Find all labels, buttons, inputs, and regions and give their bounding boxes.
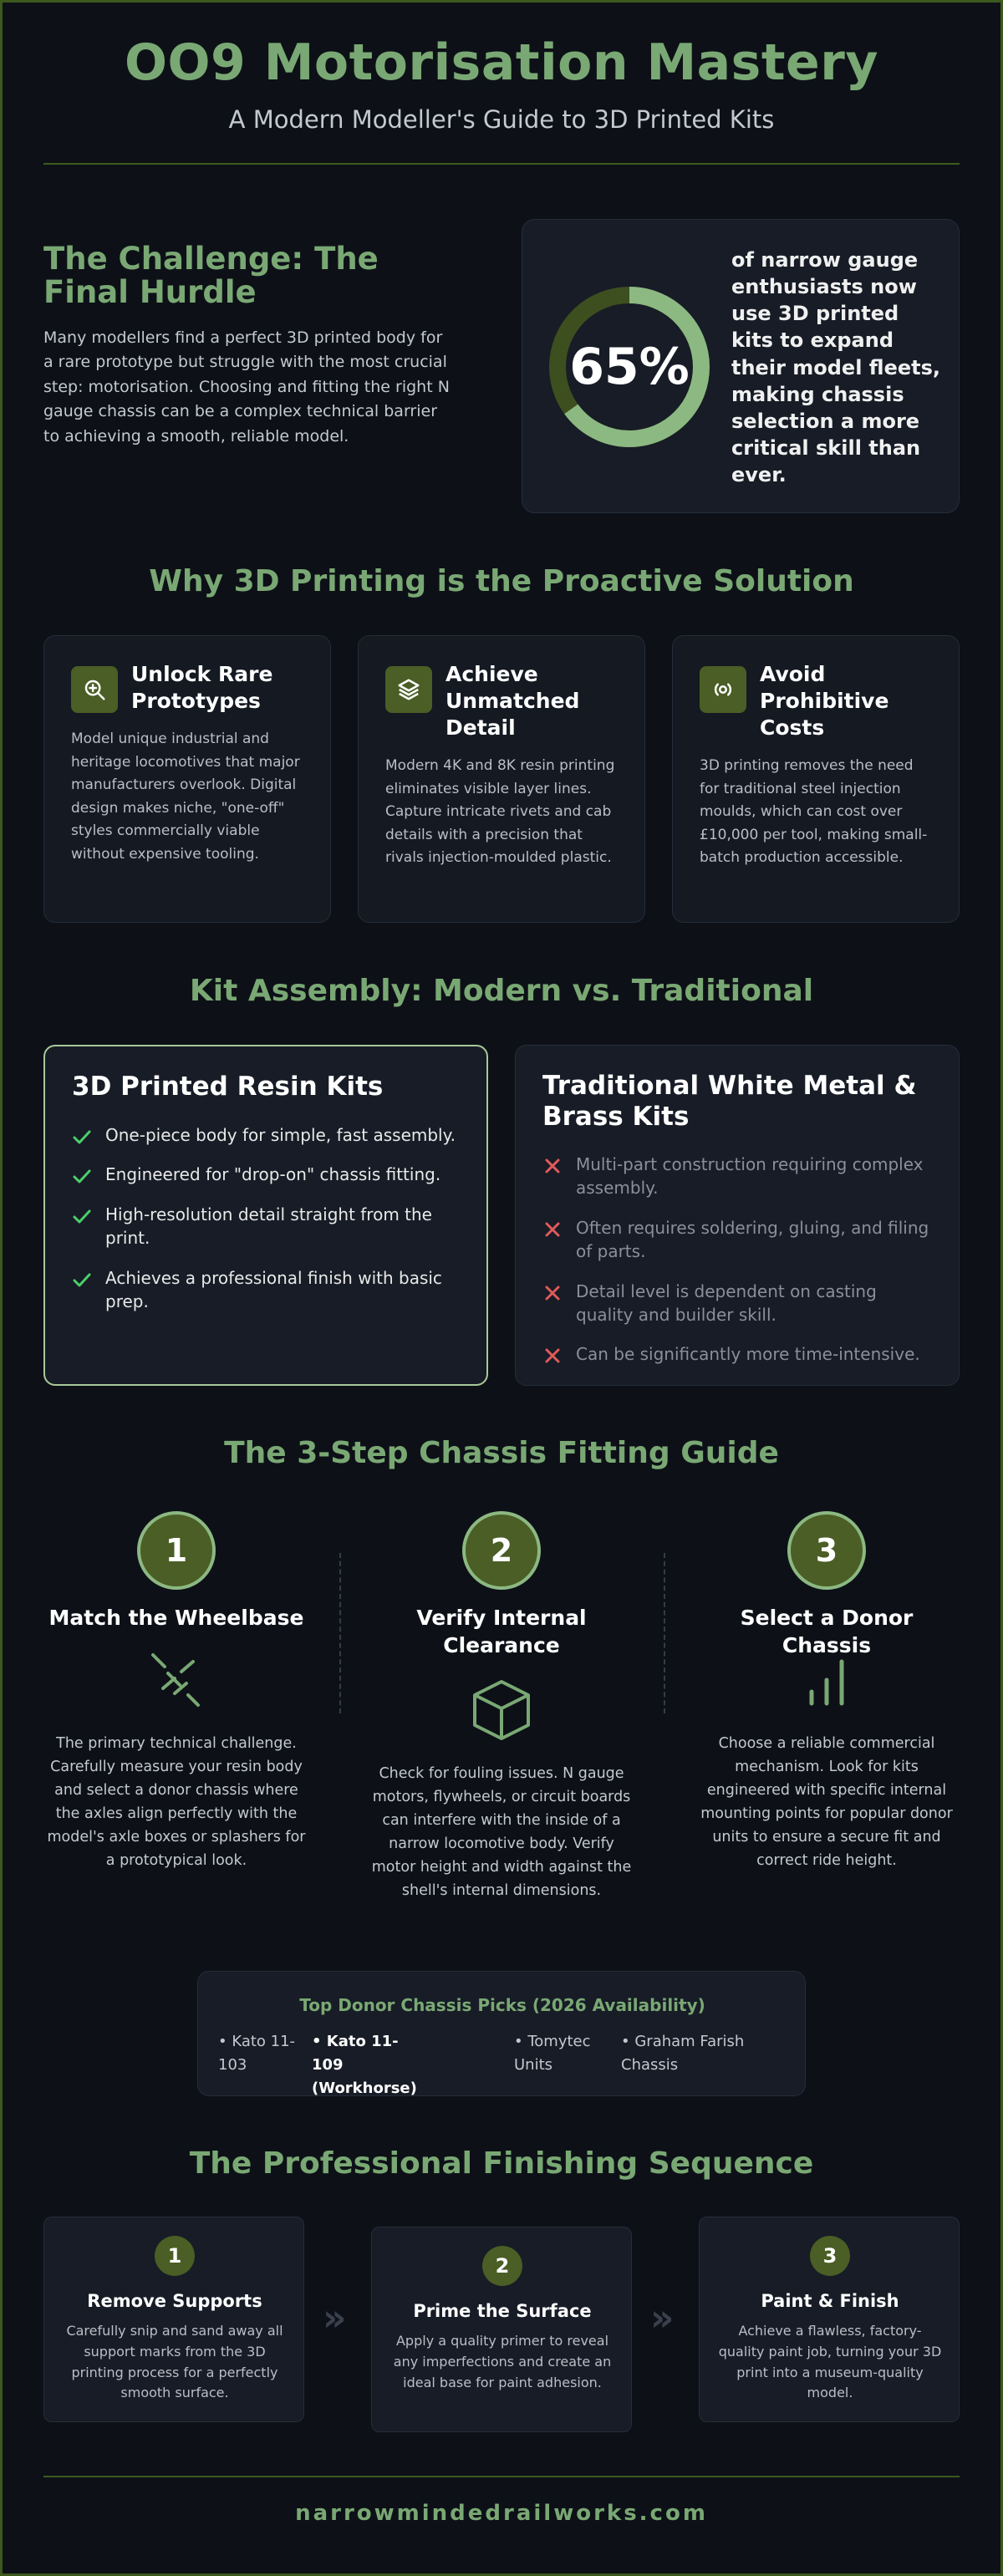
modern-kits-list <box>72 1123 465 1329</box>
step-divider <box>339 1553 341 1713</box>
step-number: 1 <box>137 1511 216 1590</box>
challenge-body: Many modellers find a perfect 3D printed body for a rare prototype but struggle with the most crucial step: motorisation. Choosing and fitting the right N gauge chassis can be a complex technical barrier to achieving a smooth, reliable model. <box>43 328 450 445</box>
stat-value: 65% <box>569 338 690 396</box>
step-body: Check for fouling issues. N gauge motors, flywheels, or circuit boards can interfere with the inside of a narrow locomotive body. Verify motor height and width against the shell's internal dimensions. <box>371 1765 632 1899</box>
step-body: The primary technical challenge. Carefully measure your resin body and select a donor chassis where the axles align perfectly with the model's axle boxes or splashers for a prototypical look. <box>47 1735 306 1869</box>
check-icon <box>72 1206 92 1226</box>
donor-item: • Graham Farish Chassis <box>621 2033 745 2074</box>
list-item-text: Engineered for "drop-on" chassis fitting. <box>105 1164 441 1185</box>
step-title: Verify Internal Clearance <box>416 1606 587 1657</box>
ruler-icon <box>143 1645 210 1712</box>
page-subtitle: A Modern Modeller's Guide to 3D Printed Kits <box>228 105 775 134</box>
check-icon <box>72 1270 92 1290</box>
cross-icon <box>542 1346 563 1366</box>
traditional-kits-list <box>542 1153 935 1382</box>
list-item <box>72 1123 465 1147</box>
cross-icon <box>542 1156 563 1176</box>
benefit-title: Unlock Rare Prototypes <box>131 662 273 713</box>
bar-chart-icon <box>793 1645 860 1712</box>
list-item-text: Multi-part construction requiring complex assembly. <box>576 1154 924 1199</box>
cross-icon <box>542 1283 563 1303</box>
check-icon <box>72 1166 92 1186</box>
benefit-body: Model unique industrial and heritage locomotives that major manufacturers overlook. Digital design makes niche, "one-off" styles commercially viable without expensive tooling. <box>71 731 300 863</box>
step-body: Choose a reliable commercial mechanism. Look for kits engineered with specific internal mounting points for popular donor units to ensure a secure fit and correct ride height. <box>700 1735 953 1869</box>
list-item-text: Often requires soldering, gluing, and filing of parts. <box>576 1217 929 1262</box>
modern-kits-title: 3D Printed Resin Kits <box>72 1072 384 1102</box>
why-title: Why 3D Printing is the Proactive Solution <box>149 564 854 598</box>
benefit-body: Modern 4K and 8K resin printing eliminates visible layer lines. Capture intricate rivets and cab details with a precision that rivals injection-moulded plastic. <box>385 757 615 867</box>
steps-title: The 3-Step Chassis Fitting Guide <box>224 1436 779 1470</box>
finishing-step-title: Remove Supports <box>87 2291 262 2311</box>
list-item-text: Achieves a professional finish with basic prep. <box>105 1267 442 1311</box>
traditional-kits-title: Traditional White Metal & Brass Kits <box>542 1071 917 1132</box>
list-item-text: Can be significantly more time-intensive. <box>576 1344 920 1365</box>
list-item <box>72 1163 465 1186</box>
footer-site-link[interactable]: narrowmindedrailworks.com <box>295 2501 708 2526</box>
list-item-text: Detail level is dependent on casting quality and builder skill. <box>576 1280 877 1325</box>
cube-icon <box>468 1677 535 1744</box>
chevron-right-icon: » <box>650 2297 675 2339</box>
finishing-step-title: Paint & Finish <box>761 2291 899 2311</box>
footer-divider <box>43 2476 960 2477</box>
benefit-title: Avoid Prohibitive Costs <box>760 662 889 740</box>
broadcast-icon <box>700 666 746 713</box>
list-item <box>72 1266 465 1314</box>
list-item <box>542 1342 935 1366</box>
stat-card <box>522 219 960 513</box>
traditional-kits-card <box>515 1045 960 1386</box>
finishing-step-title: Prime the Surface <box>413 2301 592 2321</box>
layers-icon <box>385 666 432 713</box>
benefit-body: 3D printing removes the need for traditional steel injection moulds, which can cost over £10,000 per tool, making small-batch production accessible. <box>700 757 928 867</box>
stat-text: of narrow gauge enthusiasts now use 3D printed kits to expand their model fleets, making chassis selection a more critical skill than ever. <box>731 248 941 487</box>
benefit-card-rare-prototypes <box>43 635 331 923</box>
step-number: 2 <box>462 1511 541 1590</box>
donor-chassis-box <box>197 1971 806 2096</box>
list-item <box>542 1216 935 1264</box>
benefit-title: Achieve Unmatched Detail <box>445 662 580 740</box>
list-item <box>72 1203 465 1250</box>
cross-icon <box>542 1219 563 1240</box>
step-title: Match the Wheelbase <box>48 1606 304 1630</box>
compare-title: Kit Assembly: Modern vs. Traditional <box>189 974 814 1008</box>
list-item-text: High-resolution detail straight from the print. <box>105 1204 432 1249</box>
donor-item: • Kato 11-109 (Workhorse) <box>312 2033 417 2097</box>
step-title: Select a Donor Chassis <box>740 1606 914 1657</box>
benefit-card-costs <box>672 635 960 923</box>
finishing-step-number: 1 <box>155 2236 195 2276</box>
finishing-step-number: 3 <box>810 2236 850 2276</box>
finishing-step-1 <box>43 2217 304 2422</box>
chevron-right-icon: » <box>323 2297 347 2339</box>
page-title: OO9 Motorisation Mastery <box>125 33 878 92</box>
list-item <box>542 1153 935 1200</box>
finishing-step-body: Carefully snip and sand away all support marks from the 3D printing process for a perfectly smooth surface. <box>66 2323 283 2401</box>
donor-title: Top Donor Chassis Picks (2026 Availability) <box>299 1995 705 2015</box>
step-divider <box>664 1553 665 1713</box>
finishing-step-3 <box>699 2217 960 2422</box>
challenge-title: The Challenge: The Final Hurdle <box>43 241 379 310</box>
finishing-step-number: 2 <box>482 2246 522 2286</box>
list-item-text: One-piece body for simple, fast assembly. <box>105 1125 456 1145</box>
benefit-card-detail <box>358 635 645 923</box>
check-icon <box>72 1127 92 1147</box>
finishing-step-2 <box>371 2227 632 2432</box>
list-item <box>542 1280 935 1327</box>
header-divider <box>43 163 960 165</box>
search-plus-icon <box>71 666 118 713</box>
donor-item: • Tomytec Units <box>514 2033 591 2074</box>
step-number: 3 <box>787 1511 866 1590</box>
donor-item: • Kato 11-103 <box>218 2033 296 2074</box>
modern-kits-card <box>43 1045 488 1386</box>
finishing-step-body: Apply a quality primer to reveal any imperfections and create an ideal base for paint adhesion. <box>393 2333 612 2390</box>
finishing-title: The Professional Finishing Sequence <box>189 2146 814 2181</box>
finishing-step-body: Achieve a flawless, factory-quality paint job, turning your 3D print into a museum-quality model. <box>718 2323 942 2401</box>
